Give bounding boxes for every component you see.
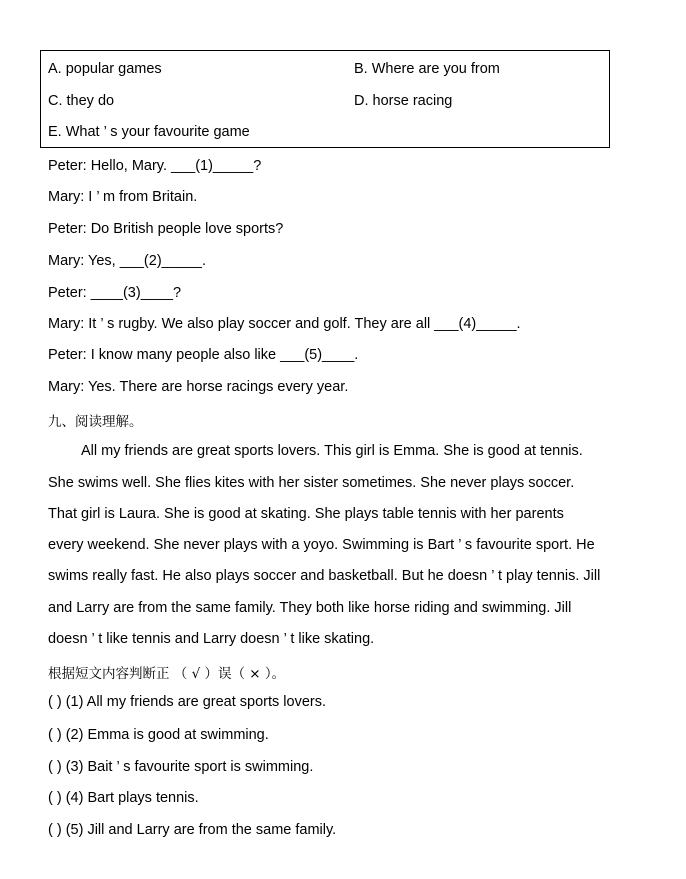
passage-line-5: swims really fast. He also plays soccer and basketball. But he doesn ’ t play tennis. Jill bbox=[48, 568, 601, 584]
passage-line-1: All my friends are great sports lovers. This girl is Emma. She is good at tennis. bbox=[81, 443, 583, 459]
option-a: A. popular games bbox=[48, 61, 162, 77]
dialogue-line-3: Peter: Do British people love sports? bbox=[48, 221, 284, 237]
dialogue-line-2: Mary: I ’ m from Britain. bbox=[48, 189, 198, 205]
option-c: C. they do bbox=[48, 93, 115, 109]
dialogue-line-4: Mary: Yes, ___(2)_____. bbox=[48, 253, 206, 269]
options-box bbox=[40, 50, 610, 148]
passage-line-6: and Larry are from the same family. They both like horse riding and swimming. Jill bbox=[48, 600, 572, 616]
judgement-instruction: 根据短文内容判断正 （ √ ）误（ × ）。 bbox=[48, 666, 286, 682]
dialogue-line-6: Mary: It ’ s rugby. We also play soccer and golf. They are all ___(4)_____. bbox=[48, 316, 521, 332]
statement-5: ( ) (5) Jill and Larry are from the same family. bbox=[48, 822, 337, 838]
option-d: D. horse racing bbox=[354, 93, 453, 109]
option-b: B. Where are you from bbox=[354, 61, 500, 77]
passage-line-2: She swims well. She flies kites with her sister sometimes. She never plays soccer. bbox=[48, 475, 575, 491]
statement-1: ( ) (1) All my friends are great sports lovers. bbox=[48, 694, 326, 710]
statement-4: ( ) (4) Bart plays tennis. bbox=[48, 790, 199, 806]
dialogue-line-7: Peter: I know many people also like ___(5)____. bbox=[48, 347, 359, 363]
passage-line-4: every weekend. She never plays with a yoyo. Swimming is Bart ’ s favourite sport. He bbox=[48, 537, 595, 553]
dialogue-line-1: Peter: Hello, Mary. ___(1)_____? bbox=[48, 158, 262, 174]
dialogue-line-5: Peter: ____(3)____? bbox=[48, 285, 182, 301]
option-e: E. What ’ s your favourite game bbox=[48, 124, 250, 140]
dialogue-line-8: Mary: Yes. There are horse racings every year. bbox=[48, 379, 349, 395]
passage-line-3: That girl is Laura. She is good at skating. She plays table tennis with her parents bbox=[48, 506, 564, 522]
statement-3: ( ) (3) Bait ’ s favourite sport is swimming. bbox=[48, 759, 314, 775]
passage-line-7: doesn ’ t like tennis and Larry doesn ’ t like skating. bbox=[48, 631, 375, 647]
statement-2: ( ) (2) Emma is good at swimming. bbox=[48, 727, 269, 743]
section-heading: 九、阅读理解。 bbox=[48, 414, 143, 430]
